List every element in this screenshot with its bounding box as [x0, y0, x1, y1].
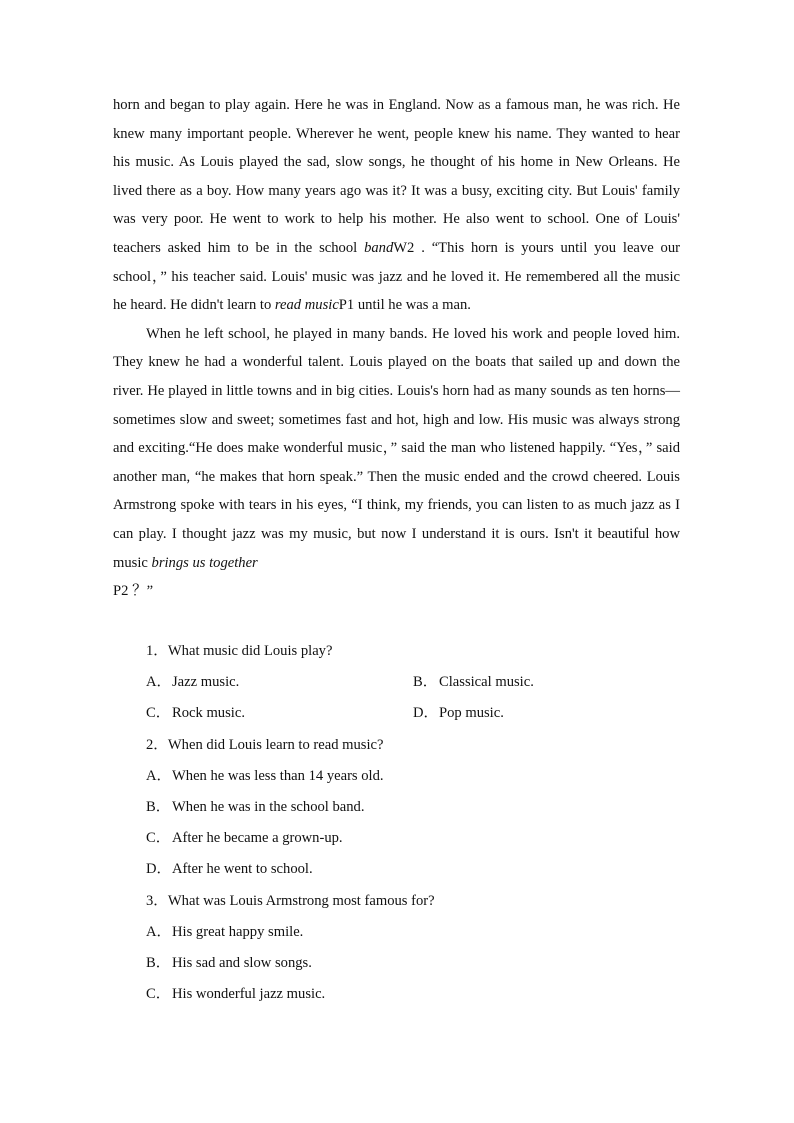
option-b[interactable] [413, 667, 680, 698]
option-letter: C． [146, 986, 171, 1003]
option-d[interactable] [413, 698, 680, 729]
paragraph-text: ？” [128, 583, 154, 600]
option-text: His sad and slow songs. [172, 954, 312, 971]
option-letter: A． [146, 674, 172, 691]
option-text: Rock music. [172, 705, 245, 722]
phrase-tag: P2 [113, 583, 129, 600]
option-text: Classical music. [439, 674, 534, 691]
option-text: Pop music. [439, 705, 504, 722]
option-letter: C． [146, 830, 171, 847]
word-tag: W2 [393, 239, 415, 256]
option-text: His wonderful jazz music. [172, 986, 326, 1003]
option-letter: A． [146, 923, 172, 940]
paragraph-text: horn and began to play again. Here he was in England. Now as a famous man, he was rich. He knew many important people. Wherever he went, people knew his name. They wanted to hear his music. As Louis played the sad, slow songs, he thought of his home in New Orleans. He lived there as a boy. How many years ago was it? It was a busy, exciting city. But Louis' family was very poor. He went to work to help his mother. He also went to school. One of Louis' teachers asked him to be in the school [113, 97, 680, 256]
option-a[interactable] [146, 667, 413, 698]
option-c[interactable] [146, 698, 413, 729]
question-text: When did Louis learn to read music? [167, 736, 384, 753]
option-a[interactable] [146, 917, 680, 948]
question-number: 3． [146, 892, 168, 909]
option-letter: B． [413, 674, 438, 691]
option-letter: A． [146, 767, 172, 784]
italic-term-read-music: read music [274, 297, 339, 314]
passage-paragraph-2 [113, 320, 680, 606]
option-text: Jazz music. [172, 674, 240, 691]
reading-passage [113, 91, 680, 606]
question-list [146, 636, 680, 1010]
option-letter: D． [413, 705, 439, 722]
question-stem [146, 730, 680, 761]
question-text: What music did Louis play? [167, 643, 333, 659]
option-text: His great happy smile. [172, 923, 304, 940]
option-text: When he was less than 14 years old. [172, 767, 384, 784]
option-row [146, 667, 680, 698]
option-letter: D． [146, 861, 172, 878]
option-text: After he became a grown-up. [172, 830, 343, 847]
option-text: When he was in the school band. [172, 798, 365, 815]
option-b[interactable] [146, 948, 680, 979]
phrase-tag: P1 [338, 297, 355, 314]
option-d[interactable] [146, 854, 680, 885]
option-c[interactable] [146, 979, 680, 1010]
option-row [146, 698, 680, 729]
option-letter: B． [146, 954, 171, 971]
question-number: 2． [146, 736, 168, 753]
question-text: What was Louis Armstrong most famous for? [167, 892, 435, 909]
option-a[interactable] [146, 761, 680, 792]
paragraph-text: When he left school, he played in many bands. He loved his work and people loved him. They knew he had a wonderful talent. Louis played on the boats that sailed up and down the river. He played in little towns and in big cities. Louis's horn had as many sounds as ten horns—sometimes slow and sweet; sometimes fast and hot, high and low. His music was always strong and exciting.“He does make wonderful music，” said the man who listened happily. “Yes，” said another man, “he makes that horn speak.” Then the music ended and the crowd cheered. Louis Armstrong spoke with tears in his eyes, “I think, my friends, you can listen to as much jazz as I can play. I thought jazz was my music, but now I understand it is ours. Isn't it beautiful how music [113, 325, 680, 571]
italic-term-band: band [364, 239, 394, 256]
option-letter: C． [146, 705, 171, 722]
question-stem [146, 886, 680, 917]
option-text: After he went to school. [172, 861, 313, 878]
option-c[interactable] [146, 823, 680, 854]
italic-term-brings-us-together: brings us together [151, 554, 258, 571]
option-b[interactable] [146, 792, 680, 823]
question-stem [146, 636, 680, 667]
paragraph-text: . “This horn is yours until you leave our school，” his teacher said. Louis' music was jazz and he loved it. He remembered all the music he heard. He didn't learn to [113, 239, 680, 314]
option-letter: B． [146, 798, 171, 815]
question-number: 1． [146, 643, 168, 659]
paragraph-text: until he was a man. [354, 297, 471, 314]
passage-paragraph-1 [113, 91, 680, 320]
